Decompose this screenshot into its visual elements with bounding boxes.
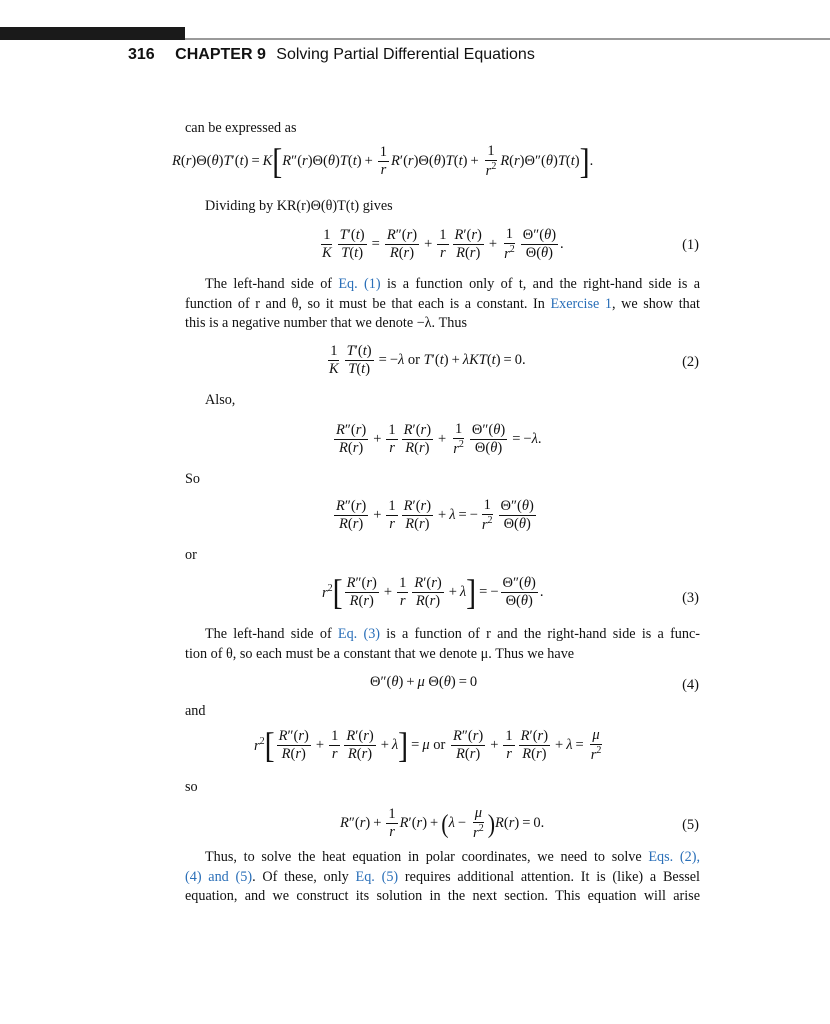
text-can-be-expressed: can be expressed as bbox=[185, 120, 297, 136]
paragraph-heat-equation: Thus, to solve the heat equation in polar coordinates, we need to solve Eqs. (2), (4) and (5). Of these, only Eq. (5) requires additional attention. It is (like) a Bessel equation, and we construct its solution in the next section. This equation will arise bbox=[185, 849, 701, 904]
text-dividing: Dividing by KR(r)Θ(θ)T(t) gives bbox=[205, 198, 393, 214]
equation-0: R ( r )Θ( θ ) T ′( t ) = K [ R ″( r )Θ( θ ) T ( t ) + $\frac{1}{r}$ R ′( r )Θ( θ ) T ( t ) + $\frac{1}{r^2}$ R ( r )Θ″( θ ) T ( t ) ] . bbox=[172, 141, 594, 181]
chapter-title: Solving Partial Differential Equations bbox=[276, 46, 535, 63]
page-number: 316 bbox=[128, 46, 155, 63]
text-or: or bbox=[185, 547, 197, 563]
eq-number-1: (1) bbox=[682, 237, 699, 253]
text-so-2: so bbox=[185, 779, 198, 795]
equation-2: $\frac{1}{K}$ $\frac{T'(t)}{T(t)}$ = − λ or T ′( t ) + λKT ( t ) = 0. bbox=[329, 343, 526, 378]
link-eqs-2[interactable]: Eqs. (2), bbox=[648, 849, 701, 865]
link-eqs-4-5[interactable]: (4) and (5) bbox=[185, 868, 253, 885]
link-exercise-1[interactable]: Exercise 1 bbox=[550, 295, 612, 312]
equation-so: $\frac{R''(r)}{R(r)}$ + $\frac{1}{r}$ $\frac{R'(r)}{R(r)}$ + λ = − $\frac{1}{r^2}$ $\frac{\Theta''(\theta)}{\Theta(\theta)}$ bbox=[336, 497, 534, 534]
eq-number-3: (3) bbox=[682, 590, 699, 606]
equation-4: Θ″( θ ) + μ Θ( θ ) = 0 bbox=[370, 674, 478, 690]
equation-1: $\frac{1}{K}$ $\frac{T'(t)}{T(t)}$ = $\frac{R''(r)}{R(r)}$ + $\frac{1}{r}$ $\frac{R'(r)}{R(r)}$ + $\frac{1}{r^2}$ $\frac{\Theta''(\theta)}{\Theta(\theta)}$ . bbox=[322, 226, 564, 263]
link-eq-5[interactable]: Eq. (5) bbox=[355, 868, 399, 885]
link-eq-1[interactable]: Eq. (1) bbox=[338, 276, 381, 292]
text-also: Also, bbox=[205, 392, 236, 408]
text-so: So bbox=[185, 471, 200, 487]
header-bar bbox=[0, 27, 185, 40]
eq-number-2: (2) bbox=[682, 354, 699, 370]
equation-5: R ″( r ) + $\frac{1}{r}$ R ′( r ) + ( λ − $\frac{\mu}{r^2}$ ) R ( r ) = 0. bbox=[340, 805, 545, 842]
chapter-label: CHAPTER 9 bbox=[175, 46, 266, 63]
paragraph-lhs-function-of-t: The left-hand side of Eq. (1) is a function only of t, and the right-hand side is a function of r and θ, so it must be that each is a constant. In Exercise 1, we show that this is a negative number that we denote −λ. Thus bbox=[185, 276, 700, 331]
equation-3: $r^2$ [ $\frac{R''(r)}{R(r)}$ + $\frac{1}{r}$ $\frac{R'(r)}{R(r)}$ + λ ] = − $\frac{\Theta''(\theta)}{\Theta(\theta)}$ . bbox=[322, 572, 544, 612]
text-and: and bbox=[185, 703, 206, 719]
equation-also: $\frac{R''(r)}{R(r)}$ + $\frac{1}{r}$ $\frac{R'(r)}{R(r)}$ + $\frac{1}{r^2}$ $\frac{\Theta''(\theta)}{\Theta(\theta)}$ = − λ . bbox=[336, 421, 542, 458]
paragraph-lhs-function-of-r: The left-hand side of Eq. (3) is a function of r and the right-hand side is a func- tion of θ, so each must be a constant that we denote μ. Thus we have bbox=[185, 626, 701, 662]
header-rule bbox=[185, 38, 830, 40]
running-header bbox=[128, 46, 535, 64]
eq-number-5: (5) bbox=[682, 817, 699, 833]
link-eq-3[interactable]: Eq. (3) bbox=[337, 626, 381, 642]
equation-and: $r^2$ [ $\frac{R''(r)}{R(r)}$ + $\frac{1}{r}$ $\frac{R'(r)}{R(r)}$ + λ ] = μ or $\frac{R''(r)}{R(r)}$ + $\frac{1}{r}$ $\frac{R'(r)}{R(r)}$ + λ = $\frac{\mu}{r^2}$ bbox=[254, 725, 602, 765]
eq-number-4: (4) bbox=[682, 677, 699, 693]
